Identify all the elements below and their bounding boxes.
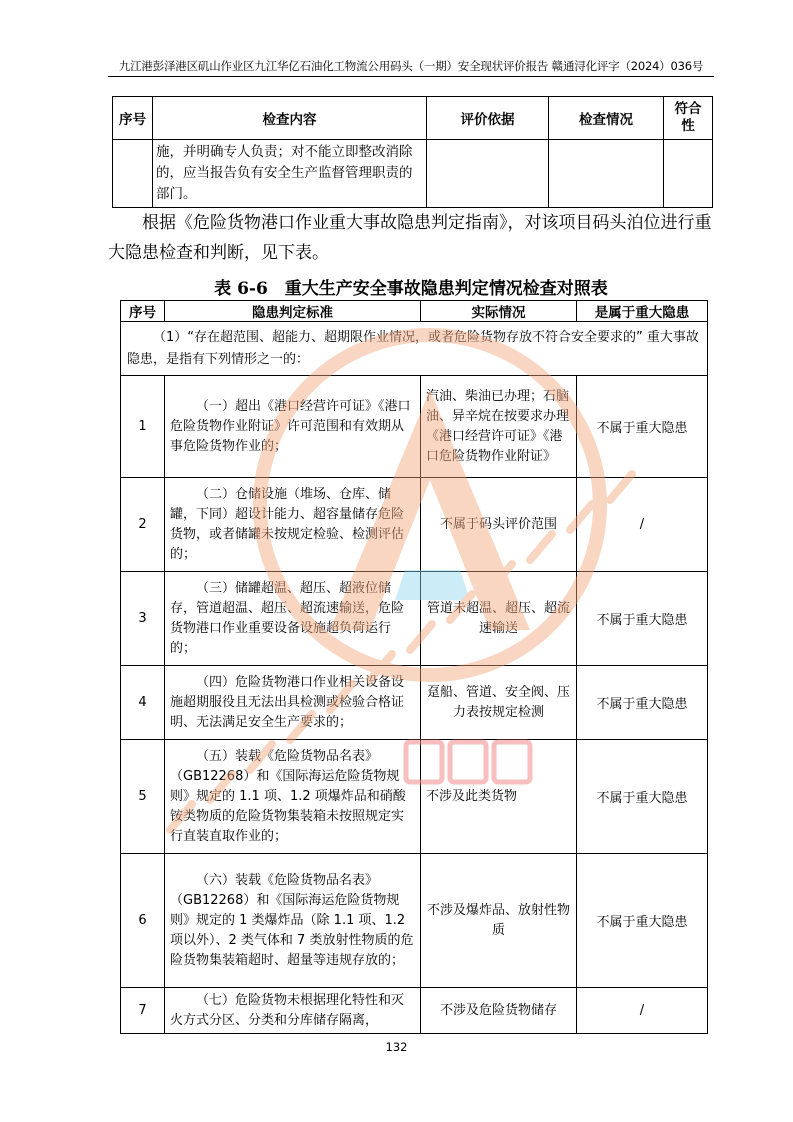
cell-status bbox=[549, 140, 664, 208]
header-conform: 符合性 bbox=[664, 97, 713, 140]
cell-seq bbox=[113, 140, 153, 208]
section-note: （1）“存在超范围、超能力、超期限作业情况，或者危险货物存放不符合安全要求的” 重大事故隐患，是指有下列情形之一的： bbox=[121, 322, 708, 376]
cell-basis bbox=[427, 140, 549, 208]
row-number: 7 bbox=[121, 988, 165, 1034]
table-row bbox=[121, 572, 708, 666]
page-number: 132 bbox=[385, 1040, 408, 1054]
row-actual: 不涉及此类货物 bbox=[421, 740, 577, 854]
row-number: 2 bbox=[121, 478, 165, 572]
row-number: 6 bbox=[121, 854, 165, 988]
header-actual: 实际情况 bbox=[421, 301, 577, 322]
row-criterion: （一）超出《港口经营许可证》《港口危险货物作业附证》许可范围和有效期从事危险货物作业的； bbox=[165, 376, 421, 478]
running-header: 九江港彭泽港区矶山作业区九江华亿石油化工物流公用码头（一期）安全现状评价报告 赣通浔化评字（2024）036号 bbox=[118, 59, 704, 73]
table-header-row bbox=[121, 301, 708, 322]
header-content: 检查内容 bbox=[153, 97, 427, 140]
row-actual: 管道未超温、超压、超流速输送 bbox=[421, 572, 577, 666]
row-actual: 不涉及危险货物储存 bbox=[421, 988, 577, 1034]
header-basis: 评价依据 bbox=[427, 97, 549, 140]
row-conclusion: 不属于重大隐患 bbox=[577, 854, 708, 988]
row-conclusion: 不属于重大隐患 bbox=[577, 572, 708, 666]
cell-conform bbox=[664, 140, 713, 208]
row-actual: 汽油、柴油已办理；石脑油、异辛烷在按要求办理《港口经营许可证》《港口危险货物作业附证》 bbox=[421, 376, 577, 478]
row-conclusion: 不属于重大隐患 bbox=[577, 666, 708, 740]
header-conclusion: 是属于重大隐患 bbox=[577, 301, 708, 322]
table-caption: 表 6-6 重大生产安全事故隐患判定情况检查对照表 bbox=[214, 279, 608, 299]
table-row bbox=[121, 988, 708, 1034]
table-header-row bbox=[113, 97, 713, 140]
table-row bbox=[121, 376, 708, 478]
row-conclusion: 不属于重大隐患 bbox=[577, 740, 708, 854]
row-actual: 趸船、管道、安全阀、压力表按规定检测 bbox=[421, 666, 577, 740]
header-criterion: 隐患判定标准 bbox=[165, 301, 421, 322]
table-row bbox=[121, 854, 708, 988]
row-criterion: （三）储罐超温、超压、超液位储存，管道超温、超压、超流速输送，危险货物港口作业重要设备设施超负荷运行的； bbox=[165, 572, 421, 666]
row-criterion: （七）危险货物未根据理化特性和灭火方式分区、分类和分库储存隔离， bbox=[165, 988, 421, 1034]
row-actual: 不涉及爆炸品、放射性物质 bbox=[421, 854, 577, 988]
row-number: 5 bbox=[121, 740, 165, 854]
header-status: 检查情况 bbox=[549, 97, 664, 140]
header-rule bbox=[108, 76, 714, 77]
table-row bbox=[113, 140, 713, 208]
row-number: 1 bbox=[121, 376, 165, 478]
row-number: 3 bbox=[121, 572, 165, 666]
table-row bbox=[121, 478, 708, 572]
table-row bbox=[121, 666, 708, 740]
table-row bbox=[121, 740, 708, 854]
row-actual: 不属于码头评价范围 bbox=[421, 478, 577, 572]
row-conclusion: / bbox=[577, 988, 708, 1034]
row-conclusion: 不属于重大隐患 bbox=[577, 376, 708, 478]
cell-content: 施，并明确专人负责；对不能立即整改消除的，应当报告负有安全生产监督管理职责的部门。 bbox=[153, 140, 427, 208]
row-criterion: （六）装载《危险货物品名表》（GB12268）和《国际海运危险货物规则》规定的 1 类爆炸品（除 1.1 项、1.2 项以外）、2 类气体和 7 类放射性物质的危险货物集装箱超时、超量等违规存放的； bbox=[165, 854, 421, 988]
row-criterion: （四）危险货物港口作业相关设备设施超期服役且无法出具检测或检验合格证明、无法满足安全生产要求的； bbox=[165, 666, 421, 740]
row-criterion: （二）仓储设施（堆场、仓库、储罐，下同）超设计能力、超容量储存危险货物，或者储罐未按规定检验、检测评估的； bbox=[165, 478, 421, 572]
inspection-table-continued bbox=[112, 96, 713, 208]
header-seq: 序号 bbox=[113, 97, 153, 140]
major-hazard-table bbox=[120, 300, 708, 1034]
section-note-row bbox=[121, 322, 708, 376]
row-number: 4 bbox=[121, 666, 165, 740]
row-conclusion: / bbox=[577, 478, 708, 572]
body-paragraph: 根据《危险货物港口作业重大事故隐患判定指南》，对该项目码头泊位进行重大隐患检查和判断，见下表。 bbox=[108, 213, 712, 263]
header-seq: 序号 bbox=[121, 301, 165, 322]
row-criterion: （五）装载《危险货物品名表》（GB12268）和《国际海运危险货物规则》规定的 1.1 项、1.2 项爆炸品和硝酸铵类物质的危险货物集装箱未按照规定实行直装直取作业的； bbox=[165, 740, 421, 854]
